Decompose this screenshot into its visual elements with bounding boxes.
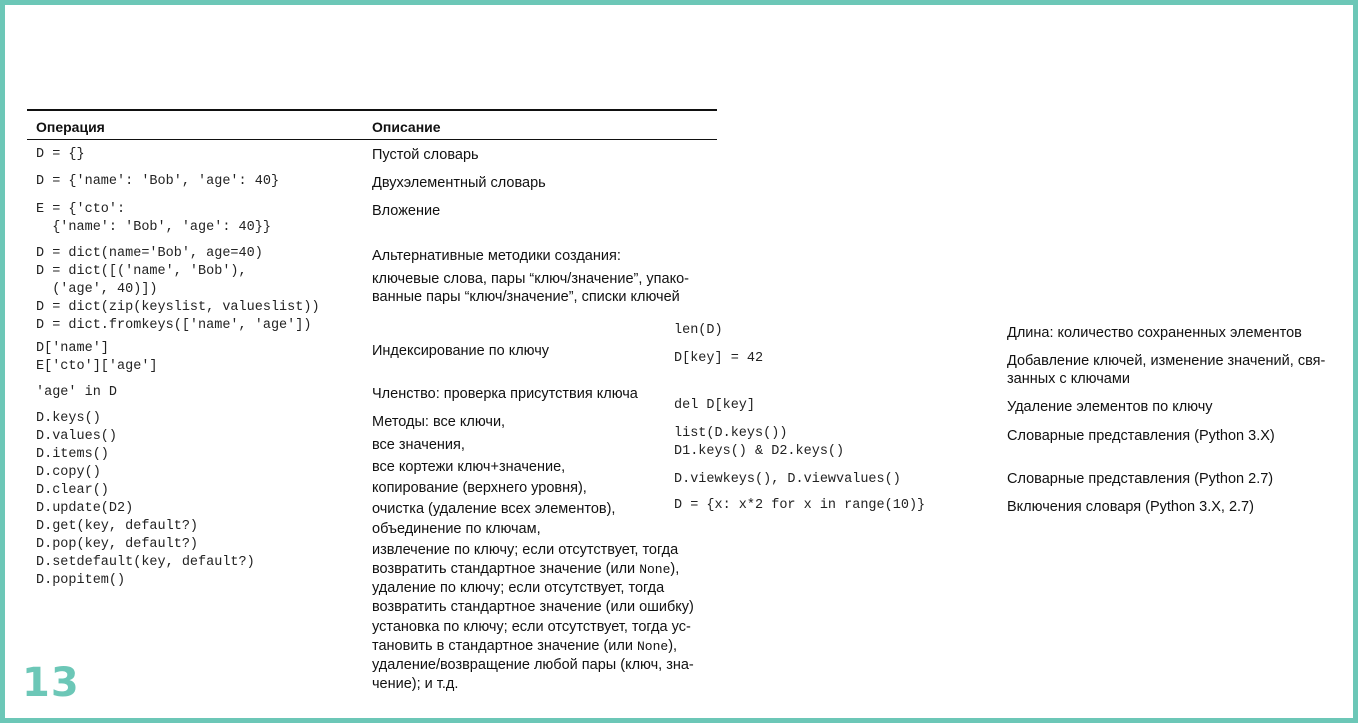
header-description: Описание [372,119,441,135]
op-method-update: D.update(D2) [36,501,134,516]
desc-method-4: копирование (верхнего уровня), [372,480,587,496]
desc-dict-comprehension: Включения словаря (Python 3.X, 2.7) [1007,499,1254,515]
op-assign-key: D[key] = 42 [674,351,764,366]
op-index-2: E['cto']['age'] [36,359,158,374]
op-alt-1: D = dict(name='Bob', age=40) [36,246,263,261]
desc-method-8: возвратить стандартное значение (или None), [372,561,680,577]
desc-method-11: установка по ключу; если отсутствует, тогда ус- [372,619,691,635]
desc-index: Индексирование по ключу [372,343,550,359]
op-method-items: D.items() [36,447,109,462]
op-alt-4: D = dict(zip(keyslist, valueslist)) [36,300,320,315]
op-method-get: D.get(key, default?) [36,519,199,534]
op-alt-3: ('age', 40)]) [36,282,158,297]
desc-method-12: тановить в стандартное значение (или None), [372,638,678,654]
table-header-rule [27,139,717,140]
op-index-1: D['name'] [36,341,109,356]
desc-len: Длина: количество сохраненных элементов [1007,325,1302,341]
op-nesting-line-1: E = {'cto': [36,202,126,217]
desc-two-item-dict: Двухэлементный словарь [372,175,546,191]
desc-assign-key-2: занных с ключами [1007,371,1130,387]
op-nesting-line-2: {'name': 'Bob', 'age': 40}} [36,220,271,235]
desc-alt-3: ванные пары “ключ/значение”, списки ключей [372,289,680,305]
op-del-key: del D[key] [674,398,756,413]
desc-del-key: Удаление элементов по ключу [1007,399,1213,415]
page-number: 13 [22,660,80,706]
desc-views-3x: Словарные представления (Python 3.X) [1007,428,1275,444]
op-method-clear: D.clear() [36,483,109,498]
desc-method-5: очистка (удаление всех элементов), [372,501,616,517]
op-dict-comprehension: D = {x: x*2 for x in range(10)} [674,498,926,513]
desc-membership: Членство: проверка присутствия ключа [372,386,638,402]
desc-method-14: чение); и т.д. [372,676,459,692]
header-operation: Операция [36,119,105,135]
desc-method-1: Методы: все ключи, [372,414,506,430]
op-empty-dict: D = {} [36,147,85,162]
op-membership: 'age' in D [36,385,118,400]
op-len: len(D) [674,323,723,338]
desc-empty-dict: Пустой словарь [372,147,479,163]
op-alt-2: D = dict([('name', 'Bob'), [36,264,247,279]
desc-alt-2: ключевые слова, пары “ключ/значение”, упако- [372,271,689,287]
op-two-item-dict: D = {'name': 'Bob', 'age': 40} [36,174,280,189]
desc-assign-key-1: Добавление ключей, изменение значений, свя- [1007,353,1326,369]
op-method-pop: D.pop(key, default?) [36,537,199,552]
op-method-popitem: D.popitem() [36,573,126,588]
op-views-3x-1: list(D.keys()) [674,426,788,441]
desc-method-6: объединение по ключам, [372,521,541,537]
desc-nesting: Вложение [372,203,441,219]
op-views-3x-2: D1.keys() & D2.keys() [674,444,845,459]
op-method-setdefault: D.setdefault(key, default?) [36,555,255,570]
table-top-rule [27,109,717,111]
desc-method-3: все кортежи ключ+значение, [372,459,566,475]
op-alt-5: D = dict.fromkeys(['name', 'age']) [36,318,312,333]
desc-method-10: возвратить стандартное значение (или ошибку) [372,599,694,615]
desc-method-2: все значения, [372,437,465,453]
desc-method-13: удаление/возвращение любой пары (ключ, зна- [372,657,694,673]
desc-alt-1: Альтернативные методики создания: [372,248,621,264]
op-method-copy: D.copy() [36,465,101,480]
desc-views-27: Словарные представления (Python 2.7) [1007,471,1274,487]
desc-method-9: удаление по ключу; если отсутствует, тогда [372,580,665,596]
op-views-27: D.viewkeys(), D.viewvalues() [674,472,901,487]
op-method-keys: D.keys() [36,411,101,426]
desc-method-7: извлечение по ключу; если отсутствует, тогда [372,542,679,558]
op-method-values: D.values() [36,429,118,444]
